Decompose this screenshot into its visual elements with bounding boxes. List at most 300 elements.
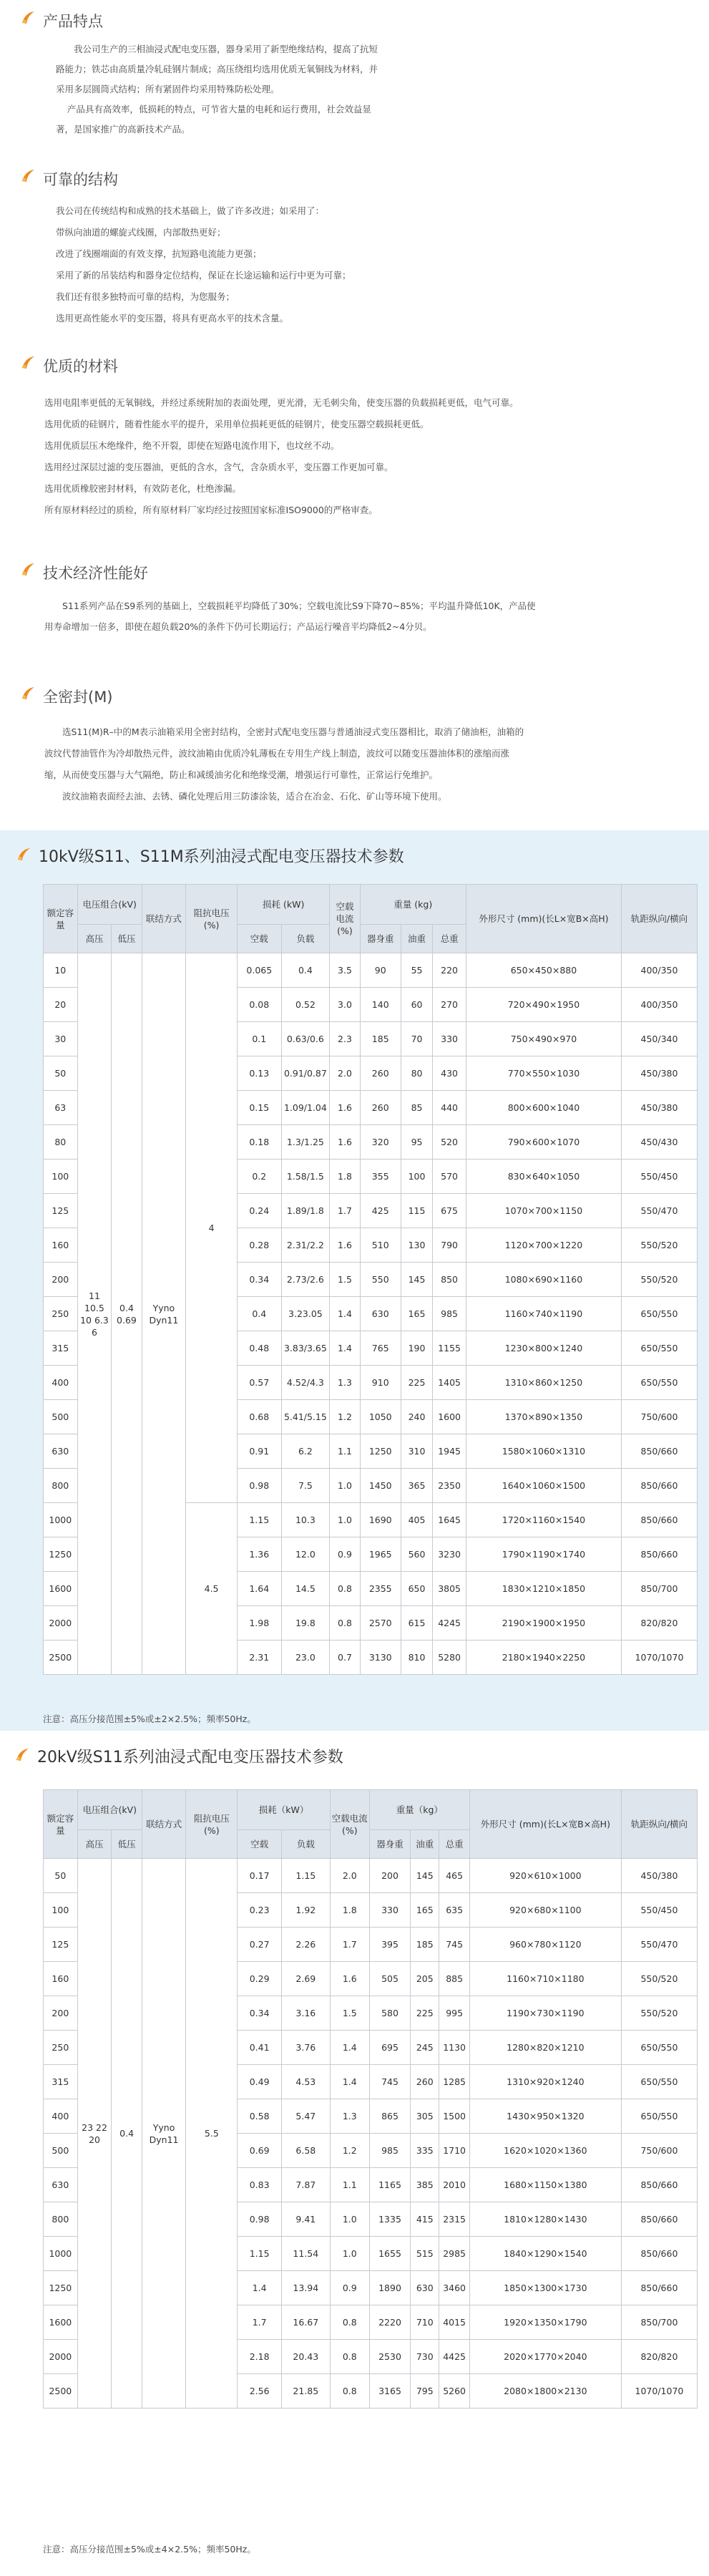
cell-load-loss: 2.31/2.2 [281,1228,330,1263]
paragraph-line: 缩，从而使变压器与大气隔绝，防止和减缓油劣化和绝缘受潮，增强运行可靠性，正常运行免维护。 [44,769,439,780]
cell-load-loss: 7.5 [281,1469,330,1503]
cell-load-loss: 6.2 [281,1434,330,1469]
table-20kv-body [44,1859,698,2409]
cell-total-weight: 635 [439,1893,469,1928]
cell-gauge: 550/520 [621,1962,697,1996]
cell-noload-current: 1.7 [330,1928,369,1962]
header-oil: 油重 [401,925,432,953]
cell-noload-current: 2.0 [330,1056,360,1091]
cell-capacity: 250 [44,1297,78,1331]
header-load: 负载 [281,925,330,953]
cell-noload-loss: 0.69 [238,2134,281,2168]
cell-total-weight: 1155 [433,1331,466,1366]
cell-noload-current: 2.3 [330,1022,360,1056]
cell-dimensions: 1310×860×1250 [466,1366,621,1400]
cell-noload-loss: 0.08 [238,988,281,1022]
cell-capacity: 100 [44,1893,78,1928]
section-title-text: 可靠的结构 [43,171,118,188]
cell-oil-weight: 245 [411,2031,439,2065]
cell-noload-current: 1.7 [330,1194,360,1228]
swoosh-icon [16,847,31,862]
cell-gauge: 1070/1070 [622,1641,698,1675]
cell-dimensions: 750×490×970 [466,1022,621,1056]
cell-total-weight: 1645 [433,1503,466,1537]
cell-oil-weight: 310 [401,1434,432,1469]
paragraph-line: S11系列产品在S9系列的基础上，空载损耗平均降低了30%；空载电流比S9下降70~85%；平均温升降低10K，产品使 [62,601,536,611]
cell-body-weight: 2570 [360,1606,401,1641]
cell-capacity: 2000 [44,2340,78,2374]
header-weight: 重量（kg） [369,1790,469,1830]
cell-connection: Yyno Dyn11 [142,1859,185,2409]
header-body: 器身重 [360,925,401,953]
paragraph-line: 选用优质的硅钢片，随着性能水平的提升，采用单位损耗更低的硅钢片，使变压器空载损耗更低。 [44,419,429,429]
cell-noload-current: 1.2 [330,2134,369,2168]
cell-load-loss: 1.09/1.04 [281,1091,330,1125]
cell-dimensions: 1310×920×1240 [469,2065,621,2099]
paragraph-line: 选用经过深层过滤的变压器油，更低的含水，含气，含杂质水平，变压器工作更加可靠。 [44,462,393,472]
cell-load-loss: 5.41/5.15 [281,1400,330,1434]
cell-impedance: 4 [186,953,238,1503]
cell-dimensions: 1720×1160×1540 [466,1503,621,1537]
header-weight: 重量 (kg) [360,885,466,925]
cell-noload-loss: 0.29 [238,1962,281,1996]
cell-load-loss: 0.4 [281,953,330,988]
cell-noload-loss: 0.1 [238,1022,281,1056]
cell-load-loss: 3.16 [281,1996,330,2031]
cell-impedance: 4.5 [186,1503,238,1675]
paragraph-line: 选用优质层压木绝缘件，绝不开裂，即使在短路电流作用下，也坟丝不动。 [44,440,340,451]
table-10kv [43,884,698,1675]
cell-dimensions: 1580×1060×1310 [466,1434,621,1469]
cell-total-weight: 270 [433,988,466,1022]
header-connection: 联结方式 [142,885,185,953]
cell-noload-loss: 0.15 [238,1091,281,1125]
cell-noload-current: 0.7 [330,1641,360,1675]
cell-load-loss: 3.76 [281,2031,330,2065]
cell-noload-loss: 0.065 [238,953,281,988]
cell-noload-loss: 0.2 [238,1160,281,1194]
cell-noload-loss: 0.28 [238,1228,281,1263]
cell-capacity: 1000 [44,1503,78,1537]
cell-oil-weight: 615 [401,1606,432,1641]
cell-oil-weight: 70 [401,1022,432,1056]
cell-noload-loss: 1.36 [238,1537,281,1572]
cell-oil-weight: 55 [401,953,432,988]
cell-body-weight: 200 [369,1859,410,1893]
section-title-text: 优质的材料 [43,358,118,375]
cell-dimensions: 2080×1800×2130 [469,2374,621,2409]
paragraph-line: 所有原材料经过的质检，所有原材料厂家均经过按照国家标准ISO9000的严格审查。 [44,505,378,515]
cell-noload-current: 1.6 [330,1091,360,1125]
cell-gauge: 850/700 [621,2305,697,2340]
cell-oil-weight: 260 [411,2065,439,2099]
cell-oil-weight: 60 [401,988,432,1022]
paragraph-line: 波纹油箱表面经去油、去锈、磷化处理后用三防漆涂装，适合在冶金、石化、矿山等环境下使用。 [62,791,447,802]
cell-gauge: 850/660 [621,2202,697,2237]
cell-noload-current: 1.1 [330,1434,360,1469]
cell-noload-loss: 0.34 [238,1996,281,2031]
cell-total-weight: 1600 [433,1400,466,1434]
cell-gauge: 650/550 [622,1366,698,1400]
cell-noload-current: 0.8 [330,1572,360,1606]
cell-gauge: 550/450 [621,1893,697,1928]
cell-load-loss: 0.52 [281,988,330,1022]
cell-capacity: 80 [44,1125,78,1160]
cell-noload-current: 1.6 [330,1962,369,1996]
cell-oil-weight: 225 [411,1996,439,2031]
cell-oil-weight: 130 [401,1228,432,1263]
header-hv: 高压 [77,925,112,953]
cell-noload-loss: 0.18 [238,1125,281,1160]
table-title-text: 10kV级S11、S11M系列油浸式配电变压器技术参数 [39,848,404,866]
cell-hv-voltage: 23 22 20 [77,1859,112,2409]
header-load: 负载 [281,1830,330,1859]
cell-load-loss: 1.89/1.8 [281,1194,330,1228]
cell-total-weight: 3805 [433,1572,466,1606]
cell-total-weight: 1285 [439,2065,469,2099]
cell-noload-current: 1.6 [330,1228,360,1263]
cell-noload-loss: 0.4 [238,1297,281,1331]
cell-capacity: 1600 [44,2305,78,2340]
cell-capacity: 1000 [44,2237,78,2271]
cell-capacity: 315 [44,2065,78,2099]
cell-noload-loss: 1.98 [238,1606,281,1641]
cell-total-weight: 790 [433,1228,466,1263]
cell-body-weight: 2220 [369,2305,410,2340]
paragraph-line: 我公司在传统结构和成熟的技术基础上，做了许多改进；如采用了： [56,205,325,216]
cell-gauge: 1070/1070 [621,2374,697,2409]
cell-body-weight: 1690 [360,1503,401,1537]
cell-dimensions: 920×680×1100 [469,1893,621,1928]
cell-oil-weight: 145 [411,1859,439,1893]
cell-dimensions: 1640×1060×1500 [466,1469,621,1503]
cell-capacity: 315 [44,1331,78,1366]
cell-dimensions: 1070×700×1150 [466,1194,621,1228]
cell-capacity: 1250 [44,2271,78,2305]
cell-capacity: 500 [44,2134,78,2168]
cell-gauge: 850/660 [622,1537,698,1572]
cell-capacity: 100 [44,1160,78,1194]
cell-total-weight: 995 [439,1996,469,2031]
table-row [44,953,698,988]
cell-gauge: 850/660 [621,2168,697,2202]
cell-capacity: 2500 [44,1641,78,1675]
cell-dimensions: 1790×1190×1740 [466,1537,621,1572]
header-oil: 油重 [411,1830,439,1859]
cell-load-loss: 1.3/1.25 [281,1125,330,1160]
cell-body-weight: 505 [369,1962,410,1996]
paragraph-line: 选用更高性能水平的变压器，将具有更高水平的技术含量。 [56,313,289,324]
header-noload: 空载 [238,1830,281,1859]
header-impedance: 阻抗电压(%) [186,1790,238,1859]
cell-body-weight: 580 [369,1996,410,2031]
cell-body-weight: 985 [369,2134,410,2168]
cell-load-loss: 16.67 [281,2305,330,2340]
cell-noload-current: 1.5 [330,1263,360,1297]
cell-total-weight: 220 [433,953,466,988]
cell-capacity: 10 [44,953,78,988]
cell-total-weight: 465 [439,1859,469,1893]
section-body-sealed [44,721,695,807]
cell-noload-current: 1.4 [330,1331,360,1366]
cell-total-weight: 3230 [433,1537,466,1572]
swoosh-icon [14,1747,30,1763]
cell-oil-weight: 385 [411,2168,439,2202]
header-gauge: 轨距纵向/横向 [622,885,698,953]
cell-capacity: 2000 [44,1606,78,1641]
cell-gauge: 400/350 [622,953,698,988]
cell-gauge: 750/600 [622,1400,698,1434]
cell-noload-current: 0.8 [330,1606,360,1641]
cell-dimensions: 960×780×1120 [469,1928,621,1962]
cell-noload-loss: 0.91 [238,1434,281,1469]
cell-noload-current: 0.8 [330,2374,369,2409]
header-impedance: 阻抗电压(%) [186,885,238,953]
cell-oil-weight: 115 [401,1194,432,1228]
cell-dimensions: 1680×1150×1380 [469,2168,621,2202]
cell-dimensions: 1620×1020×1360 [469,2134,621,2168]
cell-body-weight: 510 [360,1228,401,1263]
cell-oil-weight: 365 [401,1469,432,1503]
table-20kv-note: 注意：高压分接范围±5%或±4×2.5%；频率50Hz。 [43,2544,256,2555]
cell-gauge: 850/700 [622,1572,698,1606]
cell-dimensions: 1850×1300×1730 [469,2271,621,2305]
header-capacity: 额定容量 [44,885,78,953]
cell-noload-loss: 0.24 [238,1194,281,1228]
cell-body-weight: 355 [360,1160,401,1194]
cell-capacity: 1250 [44,1537,78,1572]
cell-capacity: 200 [44,1996,78,2031]
cell-gauge: 850/660 [622,1503,698,1537]
cell-oil-weight: 205 [411,1962,439,1996]
cell-noload-loss: 1.4 [238,2271,281,2305]
cell-total-weight: 885 [439,1962,469,1996]
cell-capacity: 800 [44,2202,78,2237]
cell-total-weight: 2315 [439,2202,469,2237]
cell-body-weight: 320 [360,1125,401,1160]
cell-noload-loss: 0.17 [238,1859,281,1893]
cell-body-weight: 1050 [360,1400,401,1434]
cell-body-weight: 260 [360,1056,401,1091]
cell-gauge: 550/470 [621,1928,697,1962]
section-title-structure [20,168,118,190]
cell-noload-current: 0.8 [330,2340,369,2374]
paragraph-line: 产品具有高效率，低损耗的特点，可节省大量的电耗和运行费用，社会效益显 [56,104,371,115]
cell-load-loss: 2.26 [281,1928,330,1962]
cell-total-weight: 570 [433,1160,466,1194]
cell-oil-weight: 85 [401,1091,432,1125]
cell-dimensions: 800×600×1040 [466,1091,621,1125]
section-title-text: 全密封(M) [43,689,113,706]
cell-capacity: 500 [44,1400,78,1434]
cell-capacity: 800 [44,1469,78,1503]
cell-body-weight: 2355 [360,1572,401,1606]
header-total: 总重 [439,1830,469,1859]
cell-load-loss: 5.47 [281,2099,330,2134]
cell-capacity: 400 [44,1366,78,1400]
cell-total-weight: 520 [433,1125,466,1160]
table-10kv-note: 注意：高压分接范围±5%或±2×2.5%；频率50Hz。 [43,1714,256,1724]
cell-load-loss: 10.3 [281,1503,330,1537]
cell-gauge: 850/660 [622,1434,698,1469]
cell-capacity: 50 [44,1859,78,1893]
cell-body-weight: 695 [369,2031,410,2065]
cell-dimensions: 1430×950×1320 [469,2099,621,2134]
cell-load-loss: 0.91/0.87 [281,1056,330,1091]
section-title-features [20,10,103,31]
cell-oil-weight: 80 [401,1056,432,1091]
cell-noload-current: 1.3 [330,2099,369,2134]
cell-noload-loss: 2.56 [238,2374,281,2409]
cell-capacity: 50 [44,1056,78,1091]
cell-body-weight: 395 [369,1928,410,1962]
cell-noload-current: 2.0 [330,1859,369,1893]
cell-gauge: 850/660 [621,2237,697,2271]
cell-body-weight: 185 [360,1022,401,1056]
cell-total-weight: 4425 [439,2340,469,2374]
cell-total-weight: 985 [433,1297,466,1331]
cell-load-loss: 3.83/3.65 [281,1331,330,1366]
cell-total-weight: 4015 [439,2305,469,2340]
cell-capacity: 125 [44,1928,78,1962]
cell-oil-weight: 650 [401,1572,432,1606]
cell-noload-current: 1.0 [330,2202,369,2237]
cell-noload-loss: 0.23 [238,1893,281,1928]
cell-gauge: 820/820 [621,2340,697,2374]
paragraph-line: 我公司生产的三相油浸式配电变压器，器身采用了新型绝缘结构，提高了抗短 [74,44,378,54]
cell-capacity: 250 [44,2031,78,2065]
cell-capacity: 63 [44,1091,78,1125]
cell-total-weight: 1405 [433,1366,466,1400]
table-20kv-title [14,1745,343,1767]
paragraph-line: 改进了线圈端面的有效支撑，抗短路电流能力更强； [56,248,262,259]
cell-noload-loss: 0.98 [238,2202,281,2237]
cell-total-weight: 440 [433,1091,466,1125]
cell-gauge: 450/340 [622,1022,698,1056]
cell-body-weight: 550 [360,1263,401,1297]
cell-noload-current: 1.4 [330,2065,369,2099]
cell-dimensions: 1830×1210×1850 [466,1572,621,1606]
cell-total-weight: 3460 [439,2271,469,2305]
cell-noload-loss: 2.18 [238,2340,281,2374]
table-20kv [43,1789,698,2409]
cell-noload-loss: 0.13 [238,1056,281,1091]
cell-oil-weight: 415 [411,2202,439,2237]
cell-load-loss: 21.85 [281,2374,330,2409]
cell-oil-weight: 630 [411,2271,439,2305]
header-loss: 损耗（kW） [238,1790,330,1830]
cell-oil-weight: 165 [411,1893,439,1928]
cell-noload-loss: 0.34 [238,1263,281,1297]
cell-total-weight: 2350 [433,1469,466,1503]
cell-body-weight: 1890 [369,2271,410,2305]
swoosh-icon [20,355,36,371]
cell-total-weight: 675 [433,1194,466,1228]
cell-lv-voltage: 0.4 [112,1859,142,2409]
cell-dimensions: 2180×1940×2250 [466,1641,621,1675]
cell-noload-loss: 1.7 [238,2305,281,2340]
cell-total-weight: 5280 [433,1641,466,1675]
cell-body-weight: 765 [360,1331,401,1366]
cell-dimensions: 1280×820×1210 [469,2031,621,2065]
cell-noload-loss: 0.41 [238,2031,281,2065]
cell-capacity: 630 [44,2168,78,2202]
paragraph-line: 选用电阻率更低的无氧铜线，并经过系统附加的表面处理，更光滑，无毛刺尖角，使变压器的负载损耗更低，电气可靠。 [44,397,519,408]
cell-gauge: 650/550 [622,1331,698,1366]
header-capacity: 额定容量 [44,1790,78,1859]
cell-body-weight: 3130 [360,1641,401,1675]
cell-oil-weight: 405 [401,1503,432,1537]
cell-oil-weight: 225 [401,1366,432,1400]
cell-total-weight: 1710 [439,2134,469,2168]
cell-dimensions: 1160×710×1180 [469,1962,621,1996]
header-noload: 空载 [238,925,281,953]
cell-load-loss: 23.0 [281,1641,330,1675]
paragraph-line: 著，是国家推广的高新技术产品。 [56,124,190,135]
cell-body-weight: 745 [369,2065,410,2099]
section-title-sealed [20,686,113,707]
cell-gauge: 650/550 [621,2099,697,2134]
cell-gauge: 550/520 [622,1263,698,1297]
paragraph-line: 路能力；铁芯由高质量冷轧硅钢片制成；高压绕组均选用优质无氧铜线为材料，并 [56,64,378,74]
section-title-performance [20,562,148,583]
paragraph-line: 采用了新的吊装结构和器身定位结构，保证在长途运输和运行中更为可靠； [56,270,351,281]
cell-oil-weight: 810 [401,1641,432,1675]
cell-noload-current: 1.0 [330,2237,369,2271]
section-body-materials [44,392,688,521]
cell-gauge: 550/470 [622,1194,698,1228]
swoosh-icon [20,686,36,701]
paragraph-line: 用寿命增加一倍多，即使在超负载20%的条件下仍可长期运行；产品运行噪音平均降低2~4分贝。 [44,621,432,632]
paragraph-line: 选用优质橡胶密封材料，有效防老化，杜绝渗漏。 [44,483,242,494]
cell-gauge: 650/550 [621,2031,697,2065]
cell-total-weight: 5260 [439,2374,469,2409]
cell-noload-current: 0.9 [330,1537,360,1572]
paragraph-line: 选S11(M)R–中的M表示油箱采用全密封结构，全密封式配电变压器与普通油浸式变压器相比，取消了储油柜，油箱的 [62,726,524,737]
cell-noload-current: 1.0 [330,1469,360,1503]
cell-dimensions: 1370×890×1350 [466,1400,621,1434]
cell-oil-weight: 335 [411,2134,439,2168]
cell-load-loss: 4.53 [281,2065,330,2099]
header-current: 空载电流(%) [330,885,360,953]
cell-body-weight: 865 [369,2099,410,2134]
header-dimensions: 外形尺寸 (mm)(长L×宽B×高H) [466,885,621,953]
cell-total-weight: 850 [433,1263,466,1297]
header-dimensions: 外形尺寸 (mm)(长L×宽B×高H) [469,1790,621,1859]
cell-noload-current: 0.9 [330,2271,369,2305]
cell-noload-current: 1.8 [330,1160,360,1194]
cell-dimensions: 1810×1280×1430 [469,2202,621,2237]
cell-body-weight: 3165 [369,2374,410,2409]
cell-load-loss: 19.8 [281,1606,330,1641]
cell-total-weight: 1130 [439,2031,469,2065]
cell-dimensions: 2190×1900×1950 [466,1606,621,1641]
section-title-text: 技术经济性能好 [43,565,148,582]
cell-noload-loss: 0.98 [238,1469,281,1503]
cell-load-loss: 2.69 [281,1962,330,1996]
swoosh-icon [20,10,36,26]
cell-dimensions: 830×640×1050 [466,1160,621,1194]
header-voltage: 电压组合(kV) [77,1790,142,1830]
cell-gauge: 850/660 [622,1469,698,1503]
cell-load-loss: 4.52/4.3 [281,1366,330,1400]
cell-noload-loss: 0.58 [238,2099,281,2134]
cell-capacity: 20 [44,988,78,1022]
cell-gauge: 850/660 [621,2271,697,2305]
cell-noload-current: 3.5 [330,953,360,988]
cell-oil-weight: 190 [401,1331,432,1366]
cell-body-weight: 1450 [360,1469,401,1503]
